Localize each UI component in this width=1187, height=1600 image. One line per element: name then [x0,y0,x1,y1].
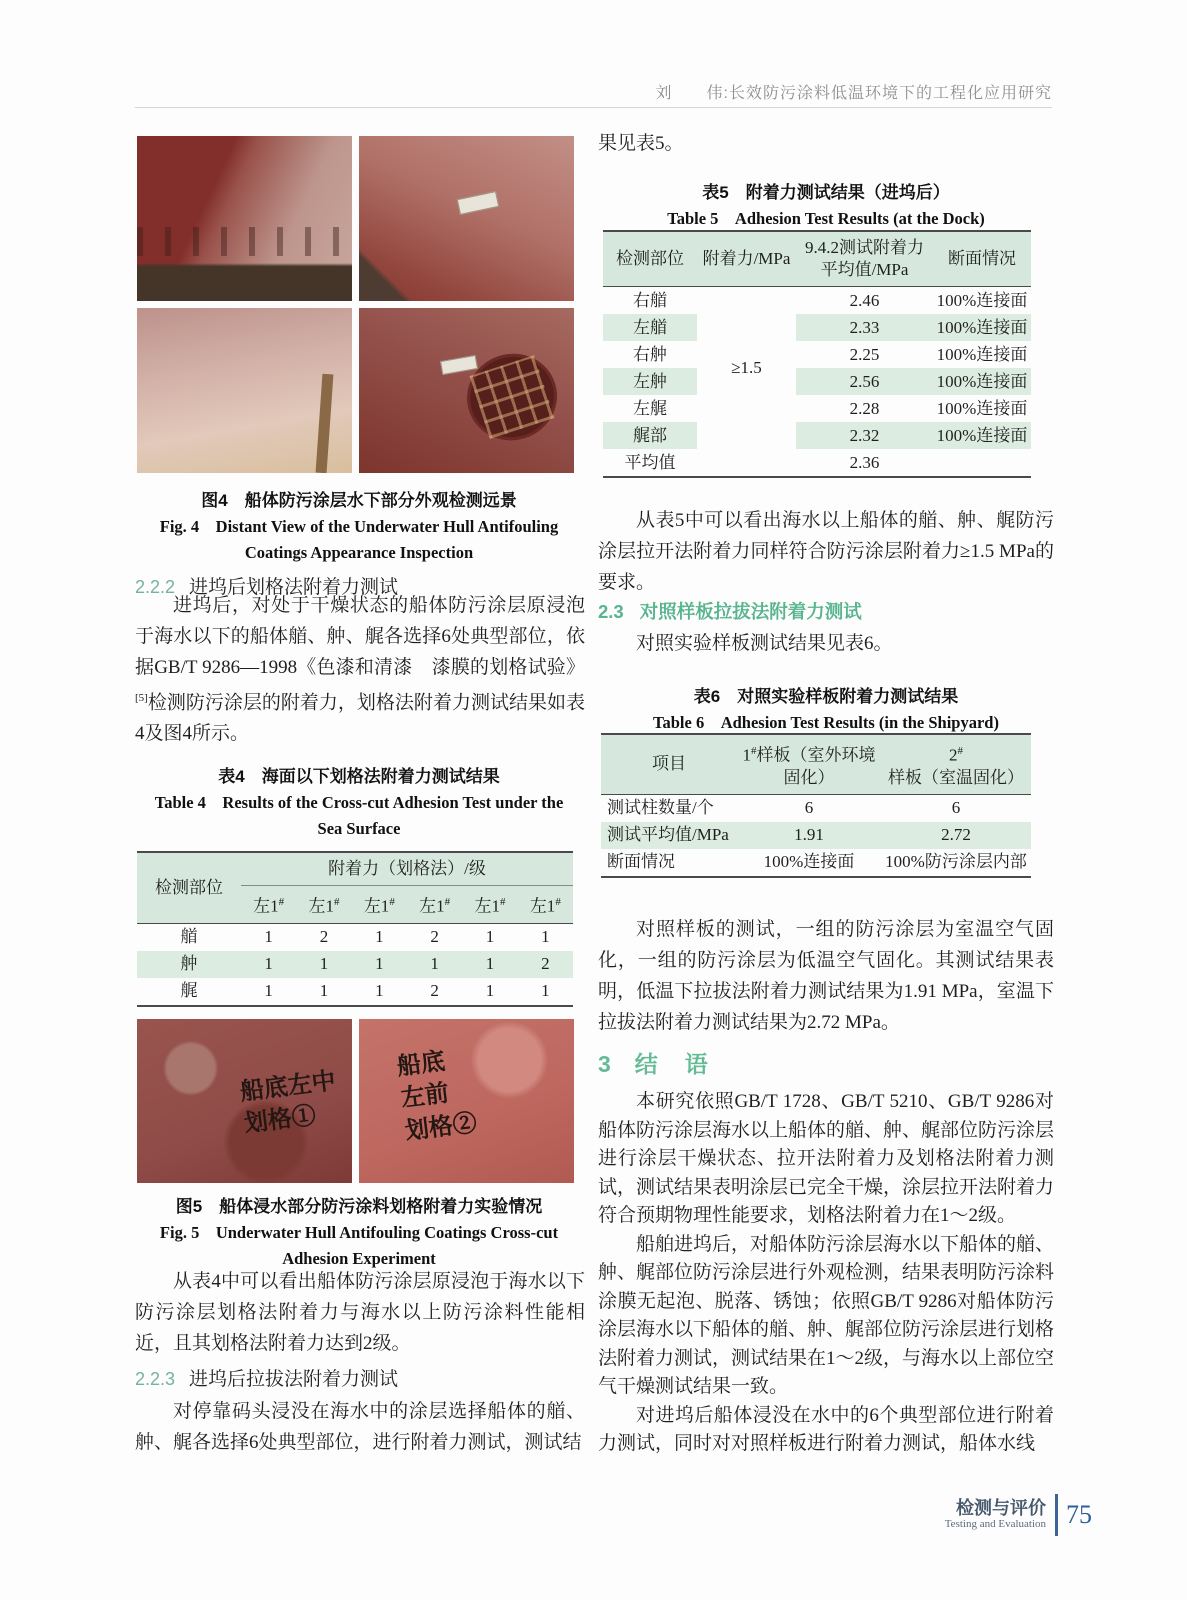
reference-5-marker: [5] [135,692,148,704]
section-3-heading [598,1046,710,1079]
table4-header-group: 附着力（划格法）/级 [241,852,573,886]
table-row: 测试平均值/MPa 1.91 2.72 [601,822,1031,849]
paragraph-2-2-2-text2: 检测防污涂层的附着力，划格法附着力测试结果如表4及图4所示。 [135,692,585,745]
table-row: 测试柱数量/个 6 6 [607,798,961,818]
conclusion-paragraph-1: 本研究依照GB/T 1728、GB/T 5210、GB/T 9286对船体防污涂层海水以上船体的艏、舯、艉部位防污涂层进行涂层干燥状态、拉开法附着力及划格法附着力测试，测试结果表明涂层已完全干燥，涂层拉开法附着力符合预期物理性能要求，划格法附着力在1～2级。 [598,1091,1055,1226]
section-3-title: 结 语 [634,1051,710,1077]
journal-name [945,1499,1046,1531]
paragraph-2-2-2-text1: 进坞后，对处于干燥状态的船体防污涂层原浸泡于海水以下的船体艏、舯、艉各选择6处典型部位，依据GB/T 9286—1998《色漆和清漆 漆膜的划格试验》 [135,595,585,678]
hash-sup: # [389,896,395,908]
table4 [137,851,573,1007]
hash-sup: # [555,896,561,908]
table5-requirement-cell: ≥1.5 [731,358,762,377]
table-row: 艉 1 1 1 2 1 1 [180,981,550,1001]
section-2-2-3-title: 进坞后拉拔法附着力测试 [189,1369,399,1390]
table6-title-cn: 表6 对照实验样板附着力测试结果 [693,687,959,706]
table4-title [135,764,583,842]
table4-subheader: 左1# [407,886,462,924]
table4-subheader: 左1# [462,886,517,924]
paragraph-continuation: 果见表5。 [598,133,684,154]
table-row: 断面情况 100%连接面 100%防污涂层内部 [607,852,1027,872]
table4-title-cn: 表4 海面以下划格法附着力测试结果 [218,767,500,786]
table6-header-sample1: 1#样板（室外环境固化） [737,734,881,794]
paragraph-after-table5: 从表5中可以看出海水以上船体的艏、舯、艉防污涂层拉开法附着力同样符合防污涂层附着力≥1.5 MPa的要求。 [598,510,1054,593]
table-row: 平均值 2.36 [624,452,880,472]
test-patch [440,354,478,374]
footer-divider [1055,1494,1058,1536]
crosscut-photo-left [137,1019,352,1183]
hash-sup: # [333,896,340,908]
section-2-2-3-number: 2.2.3 [135,1369,176,1389]
table-row: 左舯 2.56 100%连接面 [603,368,1031,395]
table4-title-en-2: Sea Surface [317,819,401,838]
table4-subheader: 左1# [241,886,296,924]
table4-header-part: 检测部位 [137,852,241,923]
section-2-2-2-title: 进坞后划格法附着力测试 [189,577,399,598]
paragraph-2-2-3: 对停靠码头浸没在海水中的涂层选择船体的艏、舯、艉各选择6处典型部位，进行附着力测试，测试结 [135,1401,585,1453]
section-3-number: 3 [598,1051,613,1077]
figure5-caption-en-1: Fig. 5 Underwater Hull Antifouling Coatings Cross-cut [159,1223,559,1242]
figure4-caption-en-2: Coatings Appearance Inspection [244,543,474,562]
table5-title [600,180,1052,232]
table5 [603,230,1031,478]
hash-sup: # [957,745,963,757]
table6-header-sample2: 2#样板（室温固化） [881,734,1031,794]
conclusion-paragraph-3: 对进坞后船体浸没在水中的6个典型部位进行附着力测试，同时对对照样板进行附着力测试，船体水线 [598,1404,1054,1454]
page-number: 75 [1066,1500,1092,1529]
table-row: 艏 1 2 1 2 1 1 [180,927,550,947]
crosscut-photo-right [359,1019,574,1183]
table6 [601,733,1031,878]
figure5-caption [135,1194,583,1272]
journal-name-en: Testing and Evaluation [944,1518,1046,1530]
figure5-photo-grid [137,1019,574,1183]
hash-sup: # [499,896,506,908]
table-row: 右舯 2.25 100%连接面 [633,344,1028,364]
table5-header-section: 断面情况 [933,231,1031,287]
figure4-caption [135,488,583,566]
conclusion-text [598,1088,1054,1459]
table6-title-en: Table 6 Adhesion Test Results (in the Shipyard) [653,713,999,732]
hull-photo-underside [137,308,352,473]
running-title: 刘 伟:长效防污涂料低温环境下的工程化应用研究 [655,85,1052,102]
table5-header-adhesion: 附着力/MPa [697,231,796,287]
table4-subheader: 左1# [296,886,351,924]
paragraph-after-figure5: 从表4中可以看出船体防污涂层原浸泡于海水以下防污涂层划格法附着力与海水以上防污涂料性能相近，且其划格法附着力达到2级。 [135,1271,585,1354]
hull-photo-thruster-tunnel [359,308,574,473]
hash-sup: # [278,896,285,908]
section-2-2-3-heading [135,1364,398,1391]
handwriting-left: 船底左中 划格① [238,1068,338,1139]
table-row: 左艏 2.33 100%连接面 [603,314,1031,341]
hash-sup: # [751,745,757,757]
page-footer [945,1494,1092,1536]
conclusion-paragraph-2: 船舶进坞后，对船体防污涂层海水以下船体的艏、舯、艉部位防污涂层进行外观检测，结果表明防污涂料涂膜无起泡、脱落、锈蚀；依照GB/T 9286对船体防污涂层海水以下船体的艏、舯、艉部位防污涂层进行划格法附着力测试，测试结果在1～2级，与海水以上部位空气干燥测试结果一致。 [598,1233,1055,1397]
table5-header-avg: 9.4.2测试附着力平均值/MPa [796,231,933,287]
figure4-caption-cn: 图4 船体防污涂层水下部分外观检测远景 [201,491,517,510]
section-2-3-heading [598,598,862,624]
table4-title-en-1: Table 4 Results of the Cross-cut Adhesion Test under the [154,793,564,812]
figure5-caption-cn: 图5 船体浸水部分防污涂料划格附着力实验情况 [175,1197,543,1216]
table6-title [600,684,1052,736]
table5-title-cn: 表5 附着力测试结果（进坞后） [702,183,950,202]
table5-header-part: 检测部位 [603,231,697,287]
hash-sup: # [444,896,451,908]
section-2-3-number: 2.3 [598,601,624,622]
table5-title-en: Table 5 Adhesion Test Results (at the Dock) [667,209,985,228]
table4-subheader: 左1# [352,886,407,924]
table-row: 左艉 2.28 100%连接面 [633,398,1028,418]
figure4-caption-en-1: Fig. 4 Distant View of the Underwater Hull Antifouling [159,517,559,536]
table-row: 右艏 ≥1.5 2.46 100%连接面 [603,287,1031,315]
table-row: 舯 1 1 1 1 1 2 [137,951,573,978]
table6-header-item: 项目 [601,734,737,794]
section-2-3-title: 对照样板拉拔法附着力测试 [639,601,862,622]
support-pole [316,374,334,473]
handwriting-right: 船底 左前 划格② [395,1048,479,1145]
test-patch [457,191,499,215]
table-row: 艉部 2.32 100%连接面 [603,422,1031,449]
header-rule [135,107,1052,108]
section-2-2-2-number: 2.2.2 [135,577,176,597]
figure5-caption-en-2: Adhesion Experiment [282,1249,436,1268]
hull-photo-bow-shadow [137,136,352,301]
table4-subheader: 左1# [518,886,573,924]
paragraph-after-table6: 对照样板的测试，一组的防污涂层为室温空气固化，一组的防污涂层为低温空气固化。其测试结果表明，低温下拉拔法附着力测试结果为1.91 MPa，室温下拉拔法附着力测试结果为2.72 MPa。 [598,919,1054,1033]
paragraph-2-3: 对照实验样板测试结果见表6。 [636,633,893,654]
paragraph-2-2-2 [135,590,585,749]
journal-name-cn: 检测与评价 [956,1498,1046,1518]
figure4-photo-grid [137,136,574,473]
hull-photo-side-patch [359,136,574,301]
